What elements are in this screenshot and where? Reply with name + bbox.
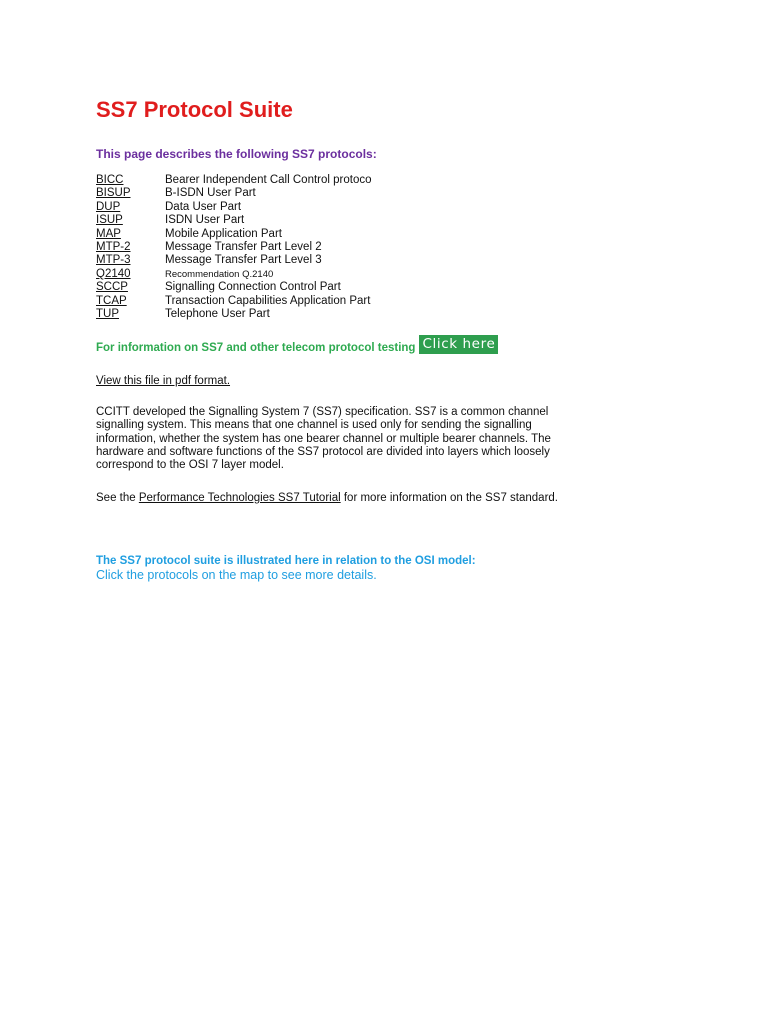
testing-info-line	[96, 335, 498, 355]
list-item	[96, 281, 372, 294]
protocol-description: B-ISDN User Part	[165, 187, 256, 200]
protocol-link-mtp-3[interactable]: MTP-3	[96, 254, 131, 267]
ss7-tutorial-link[interactable]: Performance Technologies SS7 Tutorial	[138, 492, 341, 504]
protocol-link-dup[interactable]: DUP	[96, 200, 121, 213]
see-also-line	[96, 491, 558, 505]
protocol-description: Mobile Application Part	[165, 227, 282, 240]
protocol-link-map[interactable]: MAP	[96, 227, 121, 240]
protocol-description: Message Transfer Part Level 3	[165, 254, 322, 267]
list-item	[96, 228, 372, 241]
protocols-subtitle: This page describes the following SS7 protocols:	[96, 147, 377, 161]
protocol-link-sccp[interactable]: SCCP	[96, 281, 128, 294]
see-also-suffix: for more information on the SS7 standard.	[343, 492, 559, 504]
click-here-button[interactable]: Click here	[419, 335, 498, 354]
osi-illustration-heading: The SS7 protocol suite is illustrated here in relation to the OSI model:	[96, 555, 476, 567]
protocol-description: Data User Part	[165, 200, 242, 213]
page-title: SS7 Protocol Suite	[96, 97, 293, 122]
list-item	[96, 295, 372, 308]
list-item	[96, 308, 372, 321]
osi-map-instruction: Click the protocols on the map to see more details.	[96, 568, 377, 582]
list-item	[96, 187, 372, 200]
protocol-description: ISDN User Part	[165, 214, 245, 227]
list-item	[96, 241, 372, 254]
list-item	[96, 214, 372, 227]
protocol-list	[96, 174, 372, 321]
protocol-link-bicc[interactable]: BICC	[96, 174, 124, 186]
list-item	[96, 174, 372, 187]
protocol-link-tcap[interactable]: TCAP	[96, 294, 127, 307]
see-also-prefix: See the	[96, 492, 136, 504]
protocol-link-tup[interactable]: TUP	[96, 307, 119, 320]
protocol-link-q2140[interactable]: Q2140	[96, 267, 131, 280]
intro-paragraph: CCITT developed the Signalling System 7 (SS7) specification. SS7 is a common channel signalling system. This means that one channel is used only for sending the signalling information, whether the system has one bearer channel or multiple bearer channels. The hardware and software functions of the SS7 protocol are divided into layers which loosely correspond to the OSI 7 layer model.	[96, 406, 551, 472]
protocol-description: Telephone User Part	[165, 307, 270, 320]
testing-info-text: For information on SS7 and other telecom protocol testing	[96, 342, 416, 354]
list-item	[96, 254, 372, 267]
list-item	[96, 201, 372, 214]
protocol-description: Signalling Connection Control Part	[165, 281, 341, 294]
protocol-description: Message Transfer Part Level 2	[165, 240, 322, 253]
protocol-description: Recommendation Q.2140	[165, 268, 274, 280]
protocol-link-bisup[interactable]: BISUP	[96, 187, 131, 200]
pdf-format-link[interactable]: View this file in pdf format.	[96, 375, 231, 387]
protocol-link-isup[interactable]: ISUP	[96, 214, 123, 227]
protocol-description: Bearer Independent Call Control protoco	[165, 174, 372, 186]
protocol-link-mtp-2[interactable]: MTP-2	[96, 240, 131, 253]
protocol-description: Transaction Capabilities Application Part	[165, 294, 371, 307]
list-item	[96, 268, 372, 281]
